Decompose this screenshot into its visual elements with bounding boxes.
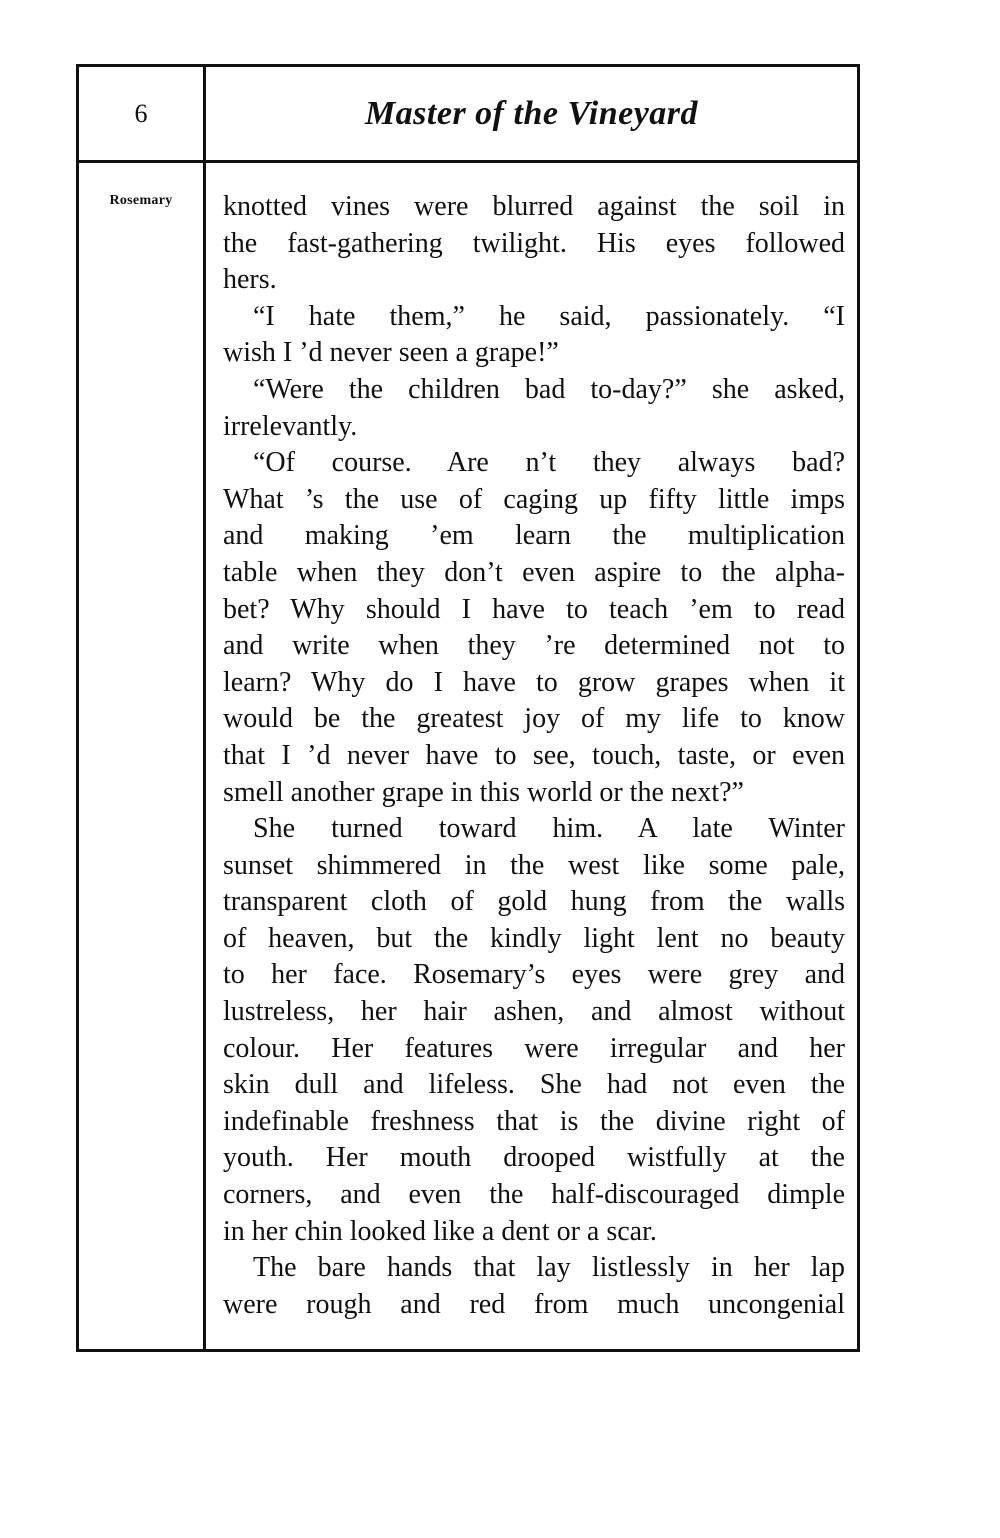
text-line: bet? Why should I have to teach ’em to read [223,593,845,625]
text-line: knotted vines were blurred against the soil in [223,191,845,222]
text-line: The bare hands that lay listlessly in her lap [253,1252,845,1284]
header-row [79,67,857,163]
text-line: transparent cloth of gold hung from the walls [223,886,845,918]
text-line: were rough and red from much uncongenial [223,1288,845,1320]
text-line: hers. [223,264,277,296]
text-line: sunset shimmered in the west like some pale, [223,849,845,881]
text-line: smell another grape in this world or the next?” [223,776,744,808]
text-line: lustreless, her hair ashen, and almost without [223,996,845,1028]
text-line: “Of course. Are n’t they always bad? [253,447,845,479]
page-frame [76,64,860,1352]
text-line: indefinable freshness that is the divine right of [223,1105,845,1137]
text-line: table when they don’t even aspire to the alpha- [223,556,845,588]
text-line: of heaven, but the kindly light lent no beauty [223,922,845,954]
text-line: “Were the children bad to-day?” she asked, [253,373,845,405]
text-line: “I hate them,” he said, passionately. “I [253,300,845,332]
text-line: to her face. Rosemary’s eyes were grey and [223,959,845,991]
text-line: learn? Why do I have to grow grapes when it [223,666,845,698]
text-line: that I ’d never have to see, touch, taste, or even [223,739,845,771]
text-line: What ’s the use of caging up fifty little imps [223,483,845,515]
text-line: She turned toward him. A late Winter [253,813,845,845]
running-title: Master of the Vineyard [364,95,699,132]
text-line: in her chin looked like a dent or a scar. [223,1215,657,1247]
text-line: and making ’em learn the multiplication [223,520,845,552]
margin-note: Rosemary [109,193,173,208]
text-line: would be the greatest joy of my life to know [223,703,845,735]
text-line: corners, and even the half-discouraged dimple [223,1179,845,1211]
body-text [223,189,845,1323]
text-line: youth. Her mouth drooped wistfully at the [223,1142,845,1174]
text-line: the fast-gathering twilight. His eyes followed [223,227,845,259]
page-number: 6 [134,99,148,128]
margin-rule [203,67,206,1349]
text-line: skin dull and lifeless. She had not even the [223,1069,845,1101]
text-line: colour. Her features were irregular and her [223,1032,845,1064]
text-line: irrelevantly. [223,410,358,442]
text-line: wish I ’d never seen a grape!” [223,337,559,369]
text-line: and write when they ’re determined not to [223,630,845,662]
